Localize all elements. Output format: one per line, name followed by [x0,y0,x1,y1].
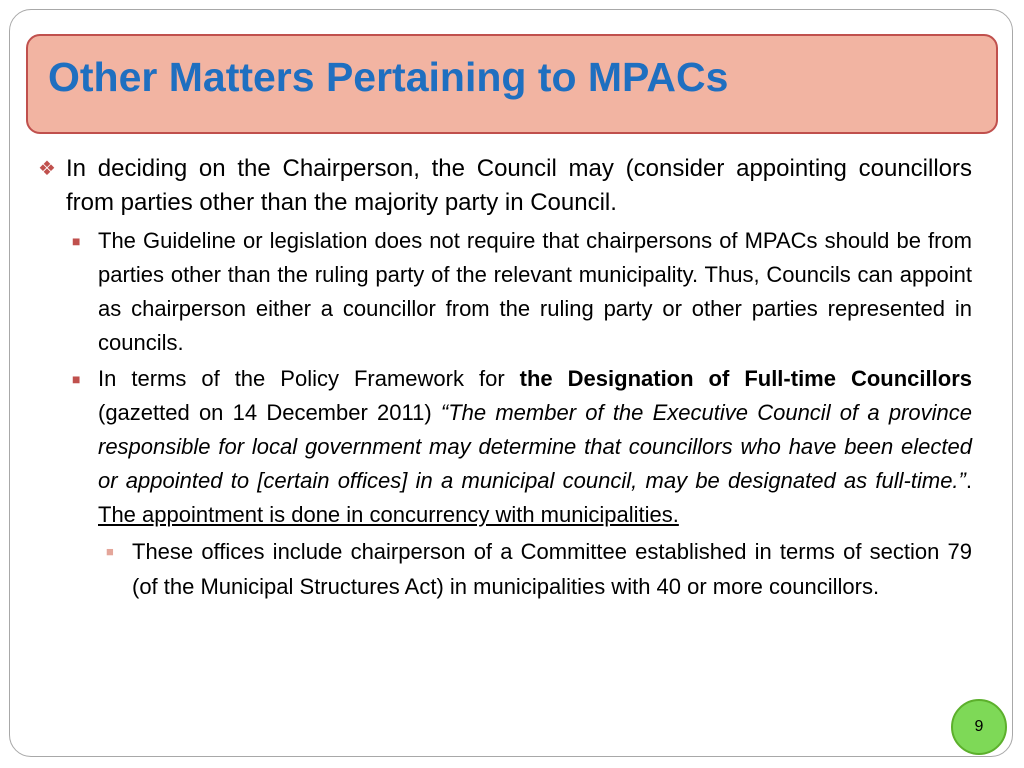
bullet-text: These offices include chairperson of a Committee established in terms of section 79 (of the Municipal Structures Act) in municipalities with 40 or more councillors. [132,539,972,599]
bullet-text-mid: (gazetted on 14 December 2011) [98,400,441,425]
bullet-text-underlined: The appointment is done in concurrency with municipalities. [98,502,679,527]
slide-content [36,152,972,604]
bullet-text: The Guideline or legislation does not require that chairpersons of MPACs should be from parties other than the ruling party of the relevant municipality. Thus, Councils can appoint as chairperson either a councillor from the ruling party or other parties represented in councils. [98,228,972,355]
bullet-text-intro: In terms of the Policy Framework for [98,366,520,391]
diamond-bullet-icon: ❖ [38,158,56,180]
bullet-text: In deciding on the Chairperson, the Council may (consider appointing councillors from parties other than the majority party in Council. [66,155,972,216]
bullet-level-2 [36,362,972,532]
page-number-badge [951,699,1007,755]
square-bullet-icon: ■ [72,371,81,387]
title-bar [26,34,998,134]
bullet-level-2 [36,224,972,360]
small-square-bullet-icon: ■ [106,544,114,559]
bullet-level-1 [36,152,972,220]
page-number: 9 [974,718,984,735]
bullet-text-quote: “The member of the Executive Council of a province responsible for local government may determine that councillors who have been elected or appointed to [certain offices] in a municipal council, may be designated as full-time.” [98,400,972,493]
bullet-text-bold: the Designation of Full-time Councillors [519,366,972,391]
bullet-text-separator: . [965,468,972,493]
bullet-level-3 [36,534,972,604]
slide-title: Other Matters Pertaining to MPACs [48,54,729,100]
square-bullet-icon: ■ [72,233,81,249]
